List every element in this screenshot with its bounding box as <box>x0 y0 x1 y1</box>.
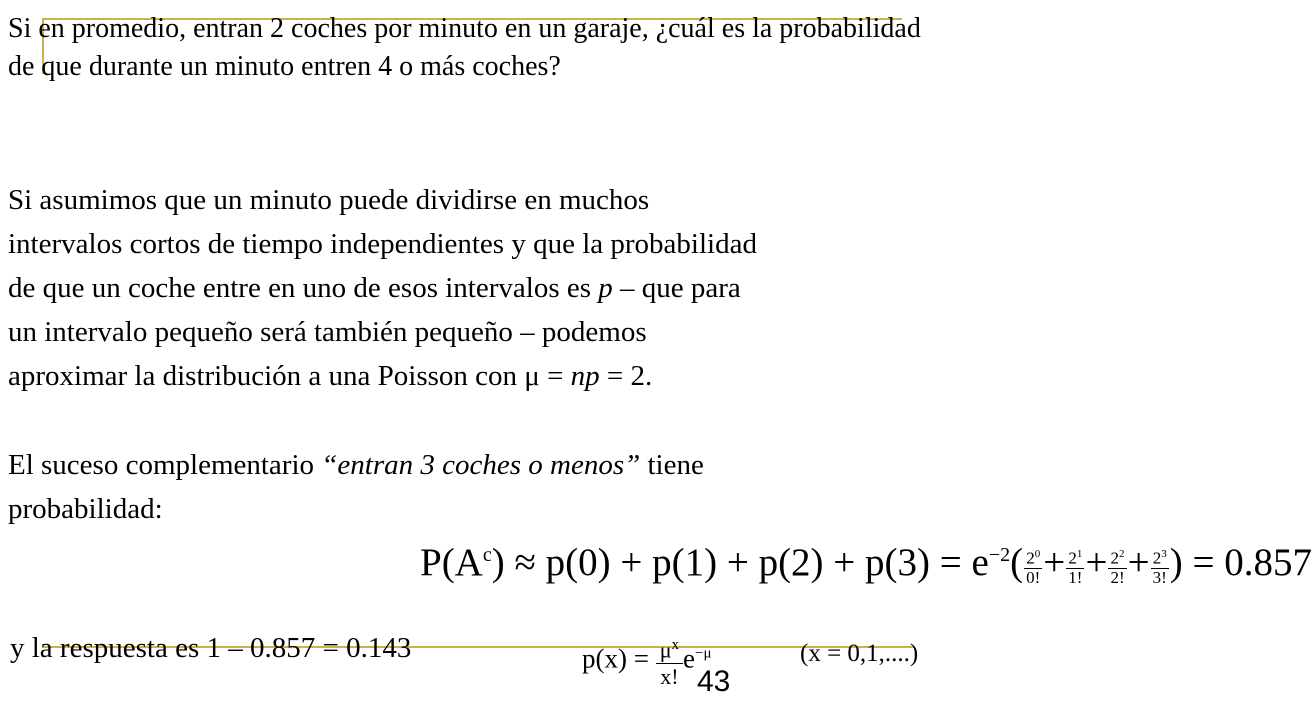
formula-lhs-close: ) ≈ p(0) + p(1) + p(2) + p(3) = e <box>491 541 989 584</box>
assumption-line-5 <box>8 354 757 398</box>
variable-np: np <box>570 360 600 392</box>
fraction-2-base: 2 <box>1110 548 1120 568</box>
assumption-line-4: un intervalo pequeño será también pequeño – podemos <box>8 316 647 348</box>
assumption-line-1: Si asumimos que un minuto puede dividirse en muchos <box>8 184 650 216</box>
problem-statement-text: Si en promedio, entran 2 coches por minuto en un garaje, ¿cuál es la probabilidad de que durante un minuto entren 4 o más coches? <box>8 13 921 82</box>
assumption-line-3 <box>8 266 757 310</box>
complement-probability-formula: $P(A^c) \approx p(0) + p(1) + p(2) + p(3) = e^{-2}$( $\frac{2^0}{0!}$ + $\frac{2^1}{1!}$ + $\frac{2^2}{2!}$ + $\frac{2^3}{3!}$ ) = 0.857 <box>420 541 1312 587</box>
assumption-line-3a: de que un coche entre en uno de esos intervalos es <box>8 272 599 304</box>
complement-tail: tiene <box>640 449 704 481</box>
fraction-3-exp: 3 <box>1161 548 1167 561</box>
complement-paragraph <box>8 443 704 531</box>
pmf-denominator: x! <box>660 664 679 690</box>
pmf-lhs: p(x) = <box>582 643 649 674</box>
poisson-pmf-formula <box>582 632 712 690</box>
assumption-line-2: intervalos cortos de tiempo independientes y que la probabilidad <box>8 228 757 260</box>
fraction-2-exp: 2 <box>1119 548 1125 561</box>
pmf-numerator-exp: x <box>671 637 680 653</box>
pmf-exp-base: e <box>683 643 695 674</box>
fraction-1-den: 1! <box>1068 567 1083 587</box>
pmf-numerator: μ <box>659 637 672 663</box>
fraction-0-exp: 0 <box>1034 548 1041 561</box>
formula-lhs: P(A <box>420 541 483 584</box>
complement-line-2: probabilidad: <box>8 493 163 525</box>
formula-open-paren: ( <box>1010 541 1024 584</box>
page-number: 43 <box>697 665 731 698</box>
assumption-line-3b: – que para <box>612 272 741 304</box>
pmf-fraction <box>656 632 683 690</box>
formula-complement-sup: c <box>482 544 492 566</box>
fraction-1-base: 2 <box>1068 548 1077 568</box>
fraction-1-exp: 1 <box>1076 548 1083 561</box>
complement-line-1 <box>8 443 704 487</box>
complement-lead: El suceso complementario <box>8 449 322 481</box>
fraction-2-den: 2! <box>1110 567 1125 587</box>
formula-exponent: −2 <box>988 544 1011 566</box>
problem-statement <box>8 10 938 86</box>
assumption-paragraph <box>8 178 757 398</box>
fraction-3-base: 2 <box>1152 548 1162 568</box>
assumption-line-5b: = 2. <box>599 360 653 392</box>
formula-close: ) = 0.857 <box>1169 541 1312 584</box>
assumption-line-5a: aproximar la distribución a una Poisson con μ = <box>8 360 571 392</box>
variable-p: p <box>598 272 613 304</box>
fraction-0-den: 0! <box>1026 567 1041 587</box>
complement-quoted: “entran 3 coches o menos” <box>321 449 641 481</box>
formula-fraction-3 <box>1151 545 1169 587</box>
pmf-exp: −μ <box>695 645 712 662</box>
fraction-0-base: 2 <box>1026 548 1035 568</box>
answer-line: y la respuesta es 1 – 0.857 = 0.143 <box>10 632 412 664</box>
formula-fraction-1 <box>1066 545 1084 587</box>
formula-fraction-2 <box>1108 545 1126 587</box>
fraction-3-den: 3! <box>1152 567 1167 587</box>
pmf-domain: (x = 0,1,....) <box>800 640 919 667</box>
formula-fraction-0 <box>1024 545 1042 587</box>
